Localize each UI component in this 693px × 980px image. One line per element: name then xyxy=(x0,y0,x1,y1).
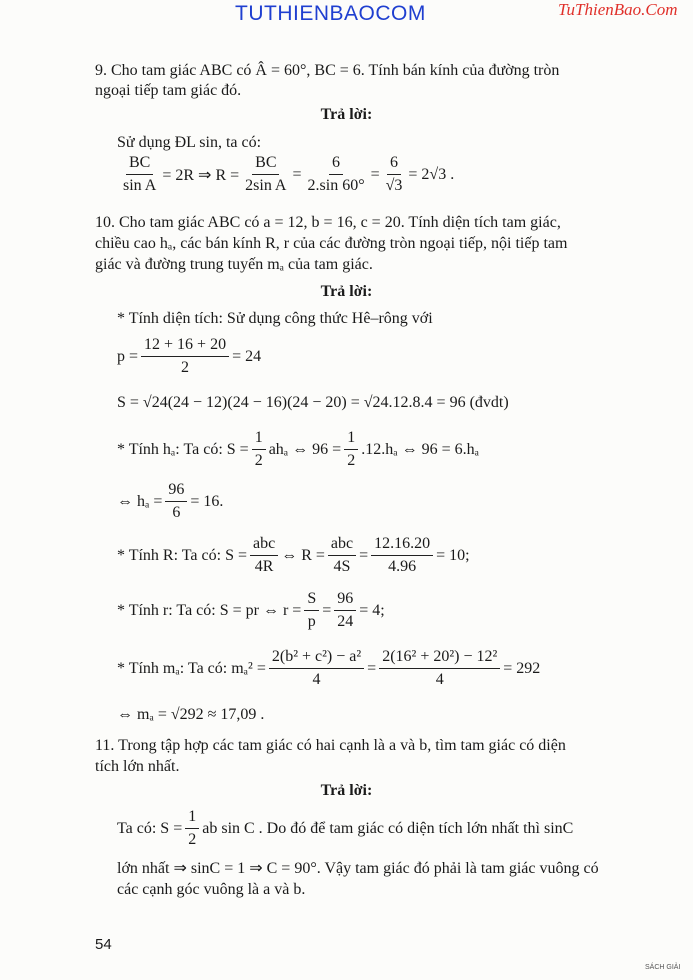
numerator: 1 xyxy=(185,806,199,829)
numerator: 12.16.20 xyxy=(371,533,433,556)
formula-text: = 2R ⇒ R = xyxy=(162,166,240,184)
denominator: 4 xyxy=(312,671,321,688)
q9-intro: Sử dụng ĐL sin, ta có: xyxy=(117,134,262,151)
fraction xyxy=(242,152,289,197)
denominator: 2 xyxy=(181,359,190,376)
q9-formula xyxy=(117,152,454,197)
denominator: 4.96 xyxy=(388,558,417,575)
numerator: BC xyxy=(252,152,279,175)
denominator: sin A xyxy=(123,177,157,194)
numerator: 96 xyxy=(165,479,187,502)
formula-text: * Tính R: Ta có: S = xyxy=(117,546,247,564)
denominator: √3 xyxy=(385,177,403,194)
numerator: 1 xyxy=(252,427,266,450)
fraction xyxy=(269,646,364,691)
q10-area-formula: S = √24(24 − 12)(24 − 16)(24 − 20) = √24.12.8.4 = 96 (đvdt) xyxy=(117,394,509,411)
q11-answer-line2: lớn nhất ⇒ sinC = 1 ⇒ C = 90°. Vậy tam giác đó phải là tam giác vuông có xyxy=(117,860,599,877)
numerator: 96 xyxy=(334,588,356,611)
numerator: 12 + 16 + 20 xyxy=(141,334,229,357)
fraction xyxy=(305,152,368,197)
q10-question-line1: 10. Cho tam giác ABC có a = 12, b = 16, c = 20. Tính diện tích tam giác, xyxy=(95,214,561,231)
fraction xyxy=(141,334,229,379)
formula-text: .12.hₐ ⇔ 96 = 6.hₐ xyxy=(361,440,479,458)
q10-question-line2: chiều cao hₐ, các bán kính R, r của các đường tròn ngoại tiếp, nội tiếp tam xyxy=(95,235,568,252)
fraction xyxy=(304,588,319,633)
formula-text: ⇔ hₐ = xyxy=(117,492,163,510)
formula-text: = xyxy=(367,659,377,677)
formula-text: * Tính mₐ: Ta có: mₐ² = xyxy=(117,659,266,677)
formula-text: ab sin C . Do đó để tam giác có diện tích lớn nhất thì sinC xyxy=(202,819,574,837)
denominator: 4 xyxy=(435,671,444,688)
q10-p-formula xyxy=(117,334,261,379)
numerator: abc xyxy=(328,533,356,556)
fraction xyxy=(165,479,187,524)
formula-text: Ta có: S = xyxy=(117,819,183,837)
fraction xyxy=(379,646,500,691)
fraction xyxy=(328,533,356,578)
q10-ha-formula xyxy=(117,427,479,472)
q11-question-line1: 11. Trong tập hợp các tam giác có hai cạnh là a và b, tìm tam giác có diện xyxy=(95,737,566,754)
denominator: 2 xyxy=(188,831,197,848)
formula-text: = xyxy=(359,546,369,564)
numerator: BC xyxy=(126,152,153,175)
q10-ma-formula xyxy=(117,646,540,691)
formula-text: = 4; xyxy=(359,601,385,619)
formula-text: = 10; xyxy=(436,546,470,564)
fraction xyxy=(185,806,199,851)
fraction xyxy=(371,533,433,578)
formula-text: = xyxy=(370,165,380,183)
q9-question-line2: ngoại tiếp tam giác đó. xyxy=(95,82,242,99)
denominator: p xyxy=(307,613,316,630)
q11-answer-heading: Trả lời: xyxy=(320,782,373,799)
numerator: abc xyxy=(250,533,278,556)
q10-question-line3: giác và đường trung tuyến mₐ của tam giác. xyxy=(95,256,373,273)
q10-R-formula xyxy=(117,533,470,578)
numerator: 6 xyxy=(387,152,401,175)
q10-r-formula xyxy=(117,588,385,633)
denominator: 2sin A xyxy=(245,177,287,194)
q9-question-line1: 9. Cho tam giác ABC có Â = 60°, BC = 6. Tính bán kính của đường tròn xyxy=(95,62,560,79)
numerator: 6 xyxy=(329,152,343,175)
numerator: S xyxy=(304,588,319,611)
fraction xyxy=(334,588,356,633)
formula-text: * Tính r: Ta có: S = pr ⇔ r = xyxy=(117,601,302,619)
fraction xyxy=(250,533,278,578)
formula-text: ahₐ ⇔ 96 = xyxy=(268,440,342,458)
formula-text: = 2√3 . xyxy=(408,165,455,183)
q10-ha-result xyxy=(117,479,223,524)
q9-answer-heading: Trả lời: xyxy=(320,106,373,123)
denominator: 4S xyxy=(333,558,351,575)
denominator: 2 xyxy=(347,452,356,469)
fraction xyxy=(252,427,266,472)
q10-answer-heading: Trả lời: xyxy=(320,283,373,300)
page-number: 54 xyxy=(95,936,112,953)
formula-text: = xyxy=(292,165,302,183)
formula-text: p = xyxy=(117,347,139,365)
q11-answer-formula xyxy=(117,806,573,851)
denominator: 6 xyxy=(172,504,181,521)
fraction xyxy=(120,152,159,197)
footer-logo: SÁCH GIẢI xyxy=(645,964,681,971)
formula-text: ⇔ R = xyxy=(281,546,325,564)
denominator: 4R xyxy=(254,558,274,575)
formula-text: = 16. xyxy=(190,492,224,510)
site-header: TUTHIENBAOCOM xyxy=(235,2,426,25)
formula-text: = xyxy=(322,601,332,619)
formula-text: * Tính hₐ: Ta có: S = xyxy=(117,440,249,458)
formula-text: = 292 xyxy=(503,659,541,677)
q11-question-line2: tích lớn nhất. xyxy=(95,758,180,775)
numerator: 2(b² + c²) − a² xyxy=(269,646,364,669)
denominator: 24 xyxy=(337,613,354,630)
fraction xyxy=(383,152,406,197)
denominator: 2.sin 60° xyxy=(307,177,365,194)
fraction xyxy=(344,427,358,472)
denominator: 2 xyxy=(254,452,263,469)
formula-text: = 24 xyxy=(232,347,262,365)
q10-ma-result: ⇔ mₐ = √292 ≈ 17,09 . xyxy=(117,706,265,723)
numerator: 1 xyxy=(344,427,358,450)
numerator: 2(16² + 20²) − 12² xyxy=(379,646,500,669)
q11-answer-line3: các cạnh góc vuông là a và b. xyxy=(117,881,306,898)
watermark-logo: TuThienBao.Com xyxy=(558,0,678,19)
q10-area-intro: * Tính diện tích: Sử dụng công thức Hê–rông với xyxy=(117,310,433,327)
